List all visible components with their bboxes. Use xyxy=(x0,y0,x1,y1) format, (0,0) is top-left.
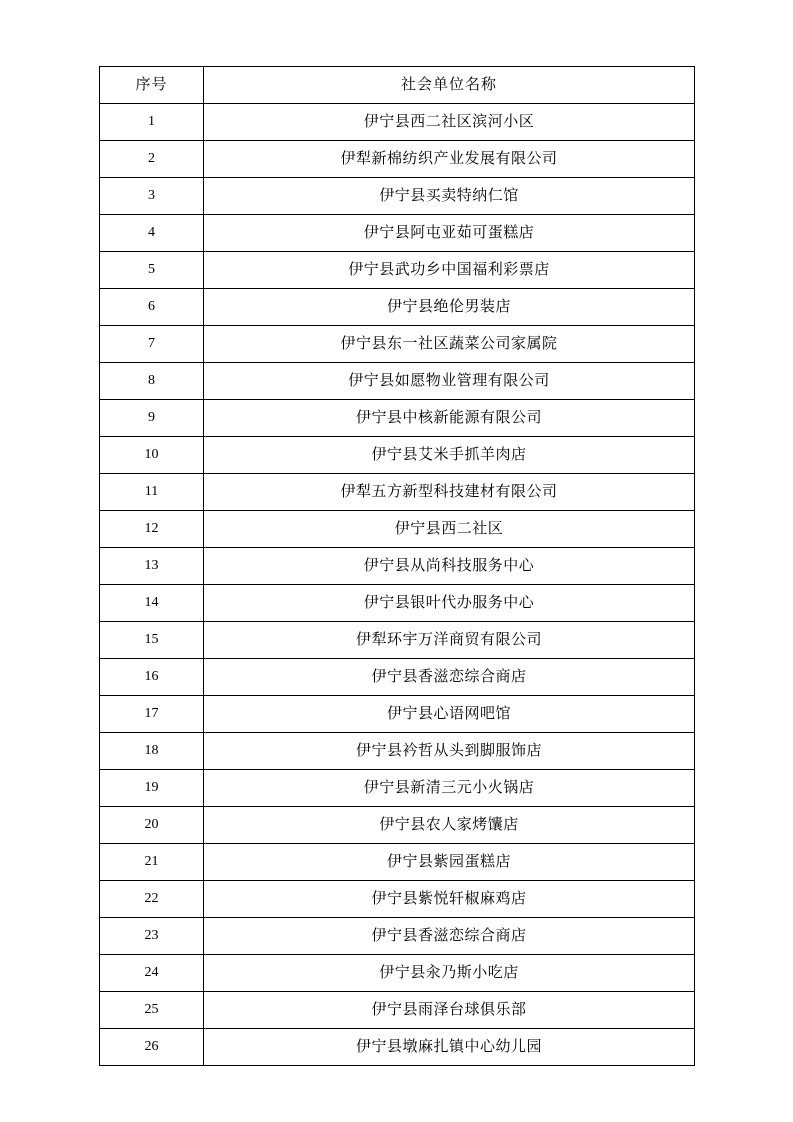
row-unit-name: 伊宁县新清三元小火锅店 xyxy=(204,770,695,807)
row-index: 17 xyxy=(100,696,204,733)
table-row xyxy=(100,585,695,622)
row-index: 3 xyxy=(100,178,204,215)
row-index: 13 xyxy=(100,548,204,585)
row-unit-name: 伊宁县汆乃斯小吃店 xyxy=(204,955,695,992)
row-unit-name: 伊宁县西二社区滨河小区 xyxy=(204,104,695,141)
table-row xyxy=(100,252,695,289)
table-row xyxy=(100,770,695,807)
row-unit-name: 伊宁县香滋恋综合商店 xyxy=(204,918,695,955)
table-row xyxy=(100,955,695,992)
table-body xyxy=(100,104,695,1066)
table-row xyxy=(100,215,695,252)
row-index: 15 xyxy=(100,622,204,659)
row-unit-name: 伊犁五方新型科技建材有限公司 xyxy=(204,474,695,511)
row-unit-name: 伊宁县绝伦男装店 xyxy=(204,289,695,326)
table-row xyxy=(100,881,695,918)
table-row xyxy=(100,474,695,511)
row-index: 8 xyxy=(100,363,204,400)
row-unit-name: 伊宁县中核新能源有限公司 xyxy=(204,400,695,437)
row-unit-name: 伊宁县艾米手抓羊肉店 xyxy=(204,437,695,474)
row-index: 20 xyxy=(100,807,204,844)
row-unit-name: 伊宁县紫园蛋糕店 xyxy=(204,844,695,881)
row-unit-name: 伊宁县墩麻扎镇中心幼儿园 xyxy=(204,1029,695,1066)
row-unit-name: 伊宁县衿哲从头到脚服饰店 xyxy=(204,733,695,770)
row-unit-name: 伊宁县西二社区 xyxy=(204,511,695,548)
table-row xyxy=(100,548,695,585)
row-unit-name: 伊宁县紫悦轩椒麻鸡店 xyxy=(204,881,695,918)
row-index: 23 xyxy=(100,918,204,955)
table-row xyxy=(100,807,695,844)
row-unit-name: 伊宁县雨泽台球俱乐部 xyxy=(204,992,695,1029)
row-unit-name: 伊宁县如愿物业管理有限公司 xyxy=(204,363,695,400)
row-index: 10 xyxy=(100,437,204,474)
table-row xyxy=(100,104,695,141)
table-row xyxy=(100,622,695,659)
row-unit-name: 伊宁县农人家烤馕店 xyxy=(204,807,695,844)
table-row xyxy=(100,696,695,733)
row-index: 21 xyxy=(100,844,204,881)
row-index: 1 xyxy=(100,104,204,141)
row-index: 6 xyxy=(100,289,204,326)
table-header-row xyxy=(100,67,695,104)
row-unit-name: 伊宁县从尚科技服务中心 xyxy=(204,548,695,585)
table-row xyxy=(100,844,695,881)
row-index: 11 xyxy=(100,474,204,511)
table-row xyxy=(100,511,695,548)
row-index: 14 xyxy=(100,585,204,622)
table-row xyxy=(100,289,695,326)
table-row xyxy=(100,733,695,770)
row-unit-name: 伊宁县武功乡中国福利彩票店 xyxy=(204,252,695,289)
table-row xyxy=(100,178,695,215)
table-row xyxy=(100,326,695,363)
row-index: 22 xyxy=(100,881,204,918)
table-row xyxy=(100,437,695,474)
row-unit-name: 伊宁县买卖特纳仁馆 xyxy=(204,178,695,215)
row-unit-name: 伊宁县东一社区蔬菜公司家属院 xyxy=(204,326,695,363)
column-header-index: 序号 xyxy=(100,67,204,104)
row-unit-name: 伊宁县心语网吧馆 xyxy=(204,696,695,733)
table-row xyxy=(100,659,695,696)
row-index: 2 xyxy=(100,141,204,178)
row-index: 9 xyxy=(100,400,204,437)
table-row xyxy=(100,141,695,178)
row-index: 25 xyxy=(100,992,204,1029)
table-row xyxy=(100,400,695,437)
row-unit-name: 伊宁县香滋恋综合商店 xyxy=(204,659,695,696)
social-units-table xyxy=(99,66,695,1066)
row-index: 19 xyxy=(100,770,204,807)
row-unit-name: 伊宁县银叶代办服务中心 xyxy=(204,585,695,622)
table-row xyxy=(100,918,695,955)
table-row xyxy=(100,363,695,400)
row-unit-name: 伊宁县阿屯亚茹可蛋糕店 xyxy=(204,215,695,252)
row-index: 18 xyxy=(100,733,204,770)
table-row xyxy=(100,992,695,1029)
row-index: 16 xyxy=(100,659,204,696)
row-index: 24 xyxy=(100,955,204,992)
row-index: 5 xyxy=(100,252,204,289)
row-index: 4 xyxy=(100,215,204,252)
row-index: 7 xyxy=(100,326,204,363)
row-unit-name: 伊犁环宇万洋商贸有限公司 xyxy=(204,622,695,659)
row-unit-name: 伊犁新棉纺织产业发展有限公司 xyxy=(204,141,695,178)
table-row xyxy=(100,1029,695,1066)
row-index: 26 xyxy=(100,1029,204,1066)
row-index: 12 xyxy=(100,511,204,548)
column-header-name: 社会单位名称 xyxy=(204,67,695,104)
